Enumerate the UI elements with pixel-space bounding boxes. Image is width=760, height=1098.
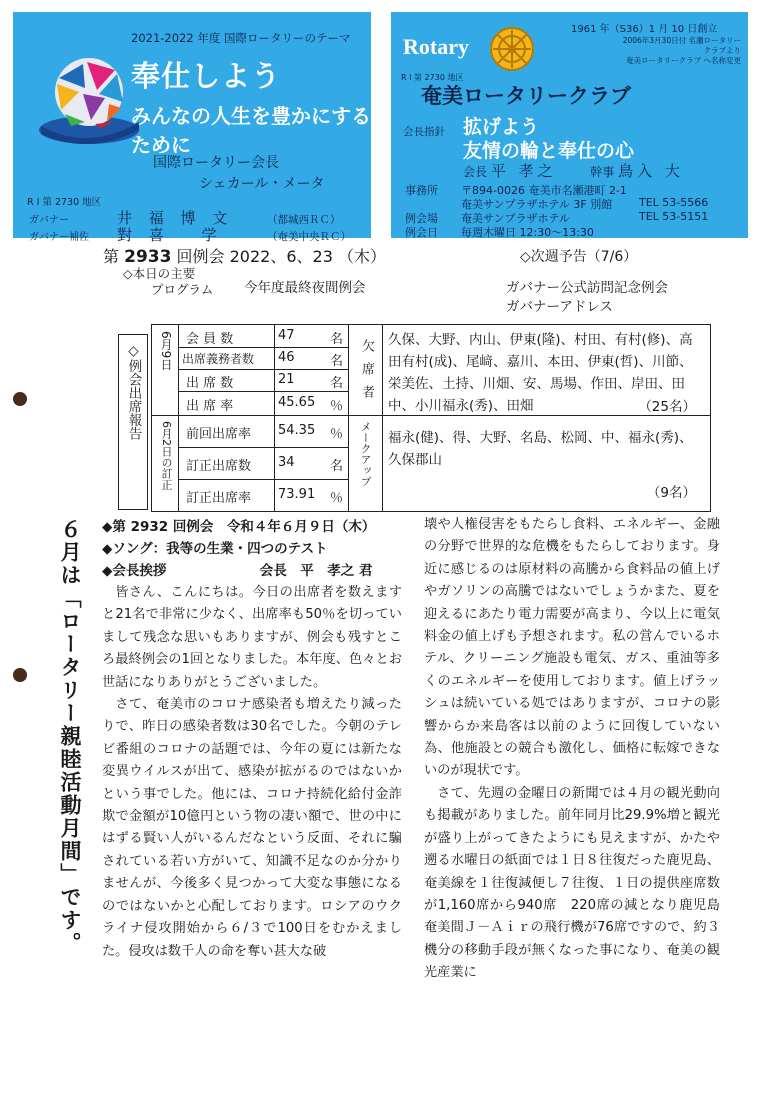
greeting-speaker: 会長 平 孝之 君 bbox=[259, 563, 373, 579]
club-district: R I 第 2730 地区 bbox=[401, 73, 464, 82]
summary-meeting: ◆第 2932 回例会 令和４年６月９日（木） bbox=[102, 519, 376, 535]
absent-count: （25名） bbox=[638, 399, 696, 415]
governor-club: （都城西ＲＣ） bbox=[267, 214, 341, 226]
program-label bbox=[123, 266, 213, 298]
governor-assist-name: 對 喜 学 bbox=[117, 226, 223, 244]
attendance-row-unit: ％ bbox=[330, 399, 344, 414]
absent-label: 欠席者 bbox=[359, 339, 374, 408]
rotary-wordmark: Rotary bbox=[403, 34, 469, 59]
attendance-row-label: 会 員 数 bbox=[186, 332, 234, 347]
correction-row-value: 54.35 bbox=[278, 423, 316, 438]
attendance-row-value: 47 bbox=[278, 328, 295, 343]
governor-assist-row bbox=[29, 224, 351, 245]
policy-line-1: 拡げよう bbox=[463, 116, 540, 138]
article-paragraph: 壊や人権侵害をもたらし食料、エネルギー、金融の分野で世界的な危機をもたらしております。身近に感じるのは原材料の高騰から食料品の値上げやガソリンの高騰ではないでしょうかまた、夏を迎えるにあたり電力需要が高まり、今以上に電気料金の値上げも予想されます。私の営んでいるホテル、クリーニング施設も電気、ガス、重油等多くのエネルギーを使用しております。値上げラッシュは続いている処ではありますが、コロナの影響からか来島客は以前のように回復していない為、他施設との競合も激化し、価格に転嫁できないのが現状です。 bbox=[424, 517, 720, 779]
founded-note-line-1: 2006年3月30日付 名瀬ロータリークラブより bbox=[622, 36, 741, 55]
correction-row-label: 訂正出席率 bbox=[186, 491, 252, 506]
district-label: R I 第 2730 地区 bbox=[27, 197, 102, 208]
correction-row-value: 34 bbox=[278, 455, 295, 470]
attendance-table bbox=[151, 324, 711, 512]
meeting-day-label: 例会日 bbox=[405, 226, 438, 239]
ri-president-name: シェカール・メータ bbox=[199, 176, 325, 192]
attendance-row-label: 出 席 率 bbox=[186, 399, 234, 414]
punch-hole bbox=[13, 668, 27, 682]
program-next-1: ガバナー公式訪問記念例会 bbox=[506, 280, 668, 296]
club-box bbox=[391, 12, 748, 238]
meeting-day-row bbox=[405, 224, 639, 240]
governor-assist-club: （奄美中央ＲＣ） bbox=[267, 231, 351, 243]
rotary-wheel-icon bbox=[489, 26, 535, 72]
founded-note bbox=[617, 36, 741, 66]
theme-main: 奉仕しよう bbox=[131, 59, 282, 93]
meeting-prefix: 第 bbox=[103, 247, 120, 266]
office-label: 事務所 bbox=[405, 184, 438, 197]
policy-label: 会長指針 bbox=[403, 126, 445, 138]
program-label-1: ◇本日の主要 bbox=[123, 266, 196, 281]
secretary-name: 鳥入 大 bbox=[618, 162, 684, 180]
correction-row-label: 訂正出席数 bbox=[186, 459, 252, 474]
theme-box bbox=[13, 12, 371, 244]
venue-name: 奄美サンプラザホテル bbox=[461, 212, 570, 225]
attendance-row-label: 出席義務者数 bbox=[182, 352, 255, 366]
policy-line-2: 友情の輪と奉仕の心 bbox=[463, 140, 635, 162]
correction-row-label: 前回出席率 bbox=[186, 427, 252, 442]
officers-row bbox=[463, 160, 684, 181]
article-column-right bbox=[424, 514, 720, 985]
office-address: 〒894-0026 奄美市名瀬港町 2-1 bbox=[461, 184, 627, 197]
attendance-row-value: 46 bbox=[278, 350, 295, 365]
month-banner: ６月は「ロータリー親睦活動月間」です。 bbox=[58, 518, 82, 955]
secretary-label: 幹事 bbox=[590, 165, 615, 179]
program-today: 今年度最終夜間例会 bbox=[244, 280, 366, 296]
theme-caption: 2021-2022 年度 国際ロータリーのテーマ bbox=[131, 31, 351, 45]
correction-row-unit: 名 bbox=[330, 459, 344, 474]
attendance-side-label: ◇例会出席報告 bbox=[118, 334, 148, 510]
makeup-names: 福永(健)、得、大野、名島、松岡、中、福永(秀)、久保郡山 bbox=[388, 430, 693, 468]
attendance-row-unit: 名 bbox=[330, 376, 344, 391]
article-column-left bbox=[102, 582, 402, 963]
ri-president-title: 国際ロータリー会長 bbox=[153, 155, 279, 171]
next-notice: ◇次週予告（7/6） bbox=[520, 249, 638, 265]
founded-note-line-2: 奄美ロータリークラブ へ名称変更 bbox=[626, 56, 741, 65]
correction-row-unit: ％ bbox=[330, 491, 344, 506]
correction-date-label: 6月2日の訂正 bbox=[160, 421, 173, 490]
makeup-count: （9名） bbox=[646, 485, 696, 501]
program-next-2: ガバナーアドレス bbox=[506, 299, 613, 315]
governor-assist-role: ガバナー補佐 bbox=[29, 232, 89, 243]
correction-row-unit: ％ bbox=[330, 427, 344, 442]
summary-song: ◆ソング：我等の生業・四つのテスト bbox=[102, 541, 328, 557]
attendance-date-label: 6月9日 bbox=[159, 331, 173, 371]
makeup-label: メークアップ bbox=[359, 421, 372, 487]
article-paragraph: さて、先週の金曜日の新聞では４月の観光動向も掲載がありました。前年同月比29.9%増と観光が盛り上がってきたようにも見えますが、かたや遡る水曜日の紙面では１日８往復だった鹿児島、奄美線を１往復減便し７往復、１日の提供座席数が1,160席から940席 220席の減となり鹿児島奄美間Ｊ－Ａｉｒの飛行機が76席ですので、約３機分の移動手段が無くなった事になり、奄美の観光産業に bbox=[424, 785, 720, 981]
meeting-number: 2933 bbox=[124, 247, 172, 267]
meeting-day: 毎週木曜日 12:30～13:30 bbox=[461, 226, 594, 239]
absent-names: 久保、大野、内山、伊東(隆)、村田、有村(修)、高田有村(成)、尾﨑、嘉川、本田、伊東(哲)、川節、栄美佐、土持、川畑、安、馬場、作田、岸田、田中、小川福永(秀)、田畑 bbox=[388, 332, 693, 414]
punch-hole bbox=[13, 392, 27, 406]
program-label-2: プログラム bbox=[151, 282, 214, 297]
theme-sub: みんなの人生を豊かにするために bbox=[131, 104, 371, 157]
greeting-heading: ◆会長挨拶 bbox=[102, 563, 167, 579]
venue-label: 例会場 bbox=[405, 212, 438, 225]
meeting-suffix: 回例会 2022、6、23 （木） bbox=[176, 247, 386, 266]
office-detail: 奄美サンプラザホテル 3F 別館 bbox=[461, 198, 613, 211]
article-paragraph: さて、奄美市のコロナ感染者も増えたり減ったりで、昨日の感染者数は30名でした。今朝のテレビ番組のコロナの話題では、今年の夏には新たな変異ウイルスが出て、感染が拡がるのではないかという事でした。他には、コロナ持続化給付金詐欺で金額が10億円という物の凄い額で、世の中にはずる賢い人がいるんだなという反面、それに騙されている若い方がいて、知識不足なのか分かりませんが、今後多く見つかって大変な事態になるのではないかと心配しております。ロシアのウクライナ侵攻開始から６/３で100日をむかえました。侵攻は数千人の命を奪い甚大な破 bbox=[102, 697, 402, 959]
venue-tel: TEL 53-5151 bbox=[639, 210, 709, 223]
founded-date: 1961 年（S36）1 月 10 日創立 bbox=[571, 24, 718, 35]
summary-greeting bbox=[102, 560, 375, 582]
attendance-row-label: 出 席 数 bbox=[186, 376, 234, 391]
article-paragraph: 皆さん、こんにちは。今日の出席者を数えますと21名で非常に少なく、出席率も50％を切っていまして残念な思いもありますが、例会も残すところ最終例会の1回となりました。本年度、色々とお世話になりありがとうございました。 bbox=[102, 585, 402, 690]
attendance-row-unit: 名 bbox=[330, 354, 344, 369]
meeting-title bbox=[103, 244, 386, 267]
club-name: 奄美ロータリークラブ bbox=[421, 84, 631, 108]
correction-row-value: 73.91 bbox=[278, 487, 316, 502]
attendance-row-value: 21 bbox=[278, 372, 295, 387]
office-tel: TEL 53-5566 bbox=[639, 196, 709, 209]
meeting-summary bbox=[102, 516, 375, 582]
governor-role: ガバナー bbox=[29, 215, 69, 226]
governor-name: 井 福 博 文 bbox=[117, 209, 234, 227]
globe-hand-logo bbox=[35, 52, 145, 148]
attendance-row-value: 45.65 bbox=[278, 395, 316, 410]
president-label: 会長 bbox=[463, 165, 488, 179]
president-name: 平 孝之 bbox=[490, 162, 557, 180]
attendance-row-unit: 名 bbox=[330, 332, 344, 347]
